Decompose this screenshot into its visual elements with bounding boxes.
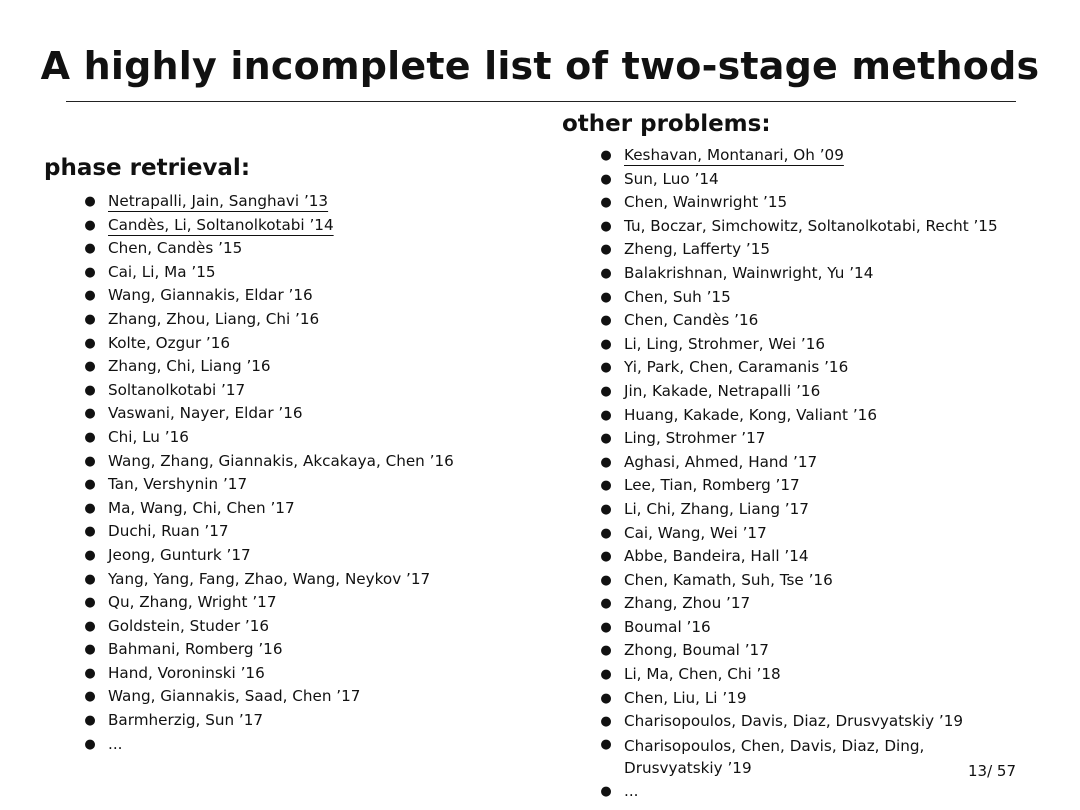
list-item [84,355,524,379]
list-item [600,734,954,780]
reference-text: Duchi, Ruan ’17 [108,522,229,541]
list-item [84,402,524,426]
reference-text: Goldstein, Studer ’16 [108,616,270,635]
reference-text: Chen, Wainwright ’15 [624,193,788,212]
reference-text: Cai, Wang, Wei ’17 [624,523,767,542]
bullet-icon: ● [84,194,96,209]
list-item [600,356,1040,380]
bullet-icon: ● [600,195,612,211]
reference-text: Wang, Zhang, Giannakis, Akcakaya, Chen ’16 [108,451,454,470]
list-item [84,190,524,214]
list-item [600,286,1040,310]
list-item [600,569,1040,593]
list-item [84,638,524,662]
bullet-icon: ● [84,406,96,422]
reference-text: Chen, Candès ’16 [624,311,759,330]
reference-text: Yang, Yang, Fang, Zhao, Wang, Neykov ’17 [108,569,431,588]
page-number: 13/ 57 [968,762,1016,780]
bullet-icon: ● [600,218,612,234]
list-item [84,332,524,356]
reference-text: Cai, Li, Ma ’15 [108,262,216,281]
bullet-icon: ● [84,311,96,327]
list-item [84,685,524,709]
bullet-icon: ● [84,453,96,469]
bullet-icon: ● [600,336,612,352]
bullet-icon: ● [84,713,96,729]
list-item [600,380,1040,404]
bullet-icon: ● [84,217,96,233]
bullet-icon: ● [84,642,96,658]
bullet-icon: ● [600,313,612,329]
reference-text: Qu, Zhang, Wright ’17 [108,593,277,612]
reference-text: Chi, Lu ’16 [108,427,189,446]
reference-text: Balakrishnan, Wainwright, Yu ’14 [624,263,874,282]
list-item [600,687,1040,711]
list-item [600,710,1040,734]
reference-text: Zheng, Lafferty ’15 [624,240,771,259]
bullet-icon: ● [600,501,612,517]
list-item [600,262,1040,286]
bullet-icon: ● [84,288,96,304]
reference-text: Li, Ma, Chen, Chi ’18 [624,665,781,684]
list-item [84,733,524,757]
list-item [600,522,1040,546]
title-rule [66,101,1016,102]
list-item [84,284,524,308]
list-item [600,639,1040,663]
bullet-icon: ● [84,618,96,634]
reference-text: Zhang, Chi, Liang ’16 [108,357,271,376]
bullet-icon: ● [600,667,612,683]
list-item [84,450,524,474]
list-item [84,261,524,285]
bullet-icon: ● [84,382,96,398]
bullet-icon: ● [600,596,612,612]
list-item [84,615,524,639]
list-item [600,545,1040,569]
list-item [84,520,524,544]
reference-text: Ma, Wang, Chi, Chen ’17 [108,498,295,517]
reference-text: Ling, Strohmer ’17 [624,429,766,448]
bullet-icon: ● [600,714,612,730]
bullet-icon: ● [84,547,96,563]
reference-text: Bahmani, Romberg ’16 [108,640,283,659]
bullet-icon: ● [84,429,96,445]
bullet-icon: ● [84,241,96,257]
list-item [600,780,1040,804]
phase-retrieval-heading: phase retrieval: [44,155,251,181]
bullet-icon: ● [600,383,612,399]
slide-title: A highly incomplete list of two-stage methods [40,44,1040,88]
reference-text: Zhang, Zhou, Liang, Chi ’16 [108,309,320,328]
list-item [600,498,1040,522]
reference-text: Wang, Giannakis, Eldar ’16 [108,286,313,305]
bullet-icon: ● [84,595,96,611]
reference-text: Hand, Voroninski ’16 [108,663,265,682]
list-item [84,426,524,450]
bullet-icon: ● [84,689,96,705]
bullet-icon: ● [84,477,96,493]
reference-text: Vaswani, Nayer, Eldar ’16 [108,404,303,423]
reference-text: Chen, Candès ’15 [108,239,243,258]
list-item [600,215,1040,239]
bullet-icon: ● [600,148,612,163]
reference-text: Wang, Giannakis, Saad, Chen ’17 [108,687,361,706]
reference-text: Jeong, Gunturk ’17 [108,545,251,564]
reference-text: Tu, Boczar, Simchowitz, Soltanolkotabi, Recht ’15 [624,216,998,235]
list-item [600,144,1040,168]
bullet-icon: ● [84,500,96,516]
bullet-icon: ● [600,478,612,494]
list-item [600,191,1040,215]
reference-text: Tan, Vershynin ’17 [108,475,248,494]
other-problems-list [600,144,1040,803]
list-item [600,309,1040,333]
reference-text: ... [108,734,123,753]
reference-text: Li, Ling, Strohmer, Wei ’16 [624,334,826,353]
list-item [84,237,524,261]
reference-text: Li, Chi, Zhang, Liang ’17 [624,499,809,518]
list-item [600,592,1040,616]
bullet-icon: ● [84,524,96,540]
reference-text: Abbe, Bandeira, Hall ’14 [624,547,809,566]
reference-text: Aghasi, Ahmed, Hand ’17 [624,452,818,471]
reference-text: Chen, Kamath, Suh, Tse ’16 [624,570,833,589]
reference-text: Netrapalli, Jain, Sanghavi ’13 [108,192,329,210]
list-item [84,709,524,733]
bullet-icon: ● [600,171,612,187]
bullet-icon: ● [84,571,96,587]
list-item [600,451,1040,475]
other-problems-heading: other problems: [562,111,771,137]
list-item [84,497,524,521]
list-item [84,568,524,592]
reference-text: Kolte, Ozgur ’16 [108,333,231,352]
reference-text: Zhong, Boumal ’17 [624,641,769,660]
reference-text: Barmherzig, Sun ’17 [108,711,264,730]
list-item [84,308,524,332]
bullet-icon: ● [600,242,612,258]
list-item [84,544,524,568]
reference-text: Jin, Kakade, Netrapalli ’16 [624,381,821,400]
list-item [600,404,1040,428]
bullet-icon: ● [600,619,612,635]
bullet-icon: ● [84,665,96,681]
bullet-icon: ● [600,265,612,281]
bullet-icon: ● [84,736,96,752]
bullet-icon: ● [600,643,612,659]
bullet-icon: ● [600,736,612,752]
list-item [600,616,1040,640]
reference-text: Huang, Kakade, Kong, Valiant ’16 [624,405,877,424]
reference-text: Candès, Li, Soltanolkotabi ’14 [108,215,334,234]
reference-text: Zhang, Zhou ’17 [624,594,751,613]
phase-retrieval-list [84,190,524,756]
reference-text: Lee, Tian, Romberg ’17 [624,476,800,495]
reference-text: Keshavan, Montanari, Oh ’09 [624,146,844,164]
list-item [600,168,1040,192]
bullet-icon: ● [600,549,612,565]
bullet-icon: ● [600,525,612,541]
list-item [600,333,1040,357]
bullet-icon: ● [600,783,612,799]
bullet-icon: ● [600,360,612,376]
list-item [84,662,524,686]
bullet-icon: ● [84,359,96,375]
reference-text: Charisopoulos, Davis, Diaz, Drusvyatskiy ’19 [624,712,964,731]
reference-text: Sun, Luo ’14 [624,169,719,188]
bullet-icon: ● [600,572,612,588]
reference-text: Boumal ’16 [624,617,711,636]
reference-text: Soltanolkotabi ’17 [108,380,246,399]
bullet-icon: ● [600,454,612,470]
bullet-icon: ● [600,431,612,447]
bullet-icon: ● [600,289,612,305]
list-item [84,473,524,497]
reference-text: ... [624,781,639,800]
list-item [84,214,524,238]
reference-text: Charisopoulos, Chen, Davis, Diaz, Ding, Drusvyatskiy ’19 [624,736,925,777]
bullet-icon: ● [84,264,96,280]
bullet-icon: ● [600,690,612,706]
bullet-icon: ● [84,335,96,351]
list-item [84,591,524,615]
reference-text: Chen, Suh ’15 [624,287,731,306]
bullet-icon: ● [600,407,612,423]
list-item [600,474,1040,498]
reference-text: Yi, Park, Chen, Caramanis ’16 [624,358,849,377]
list-item [600,238,1040,262]
list-item [84,379,524,403]
reference-text: Chen, Liu, Li ’19 [624,688,747,707]
list-item [600,427,1040,451]
list-item [600,663,1040,687]
